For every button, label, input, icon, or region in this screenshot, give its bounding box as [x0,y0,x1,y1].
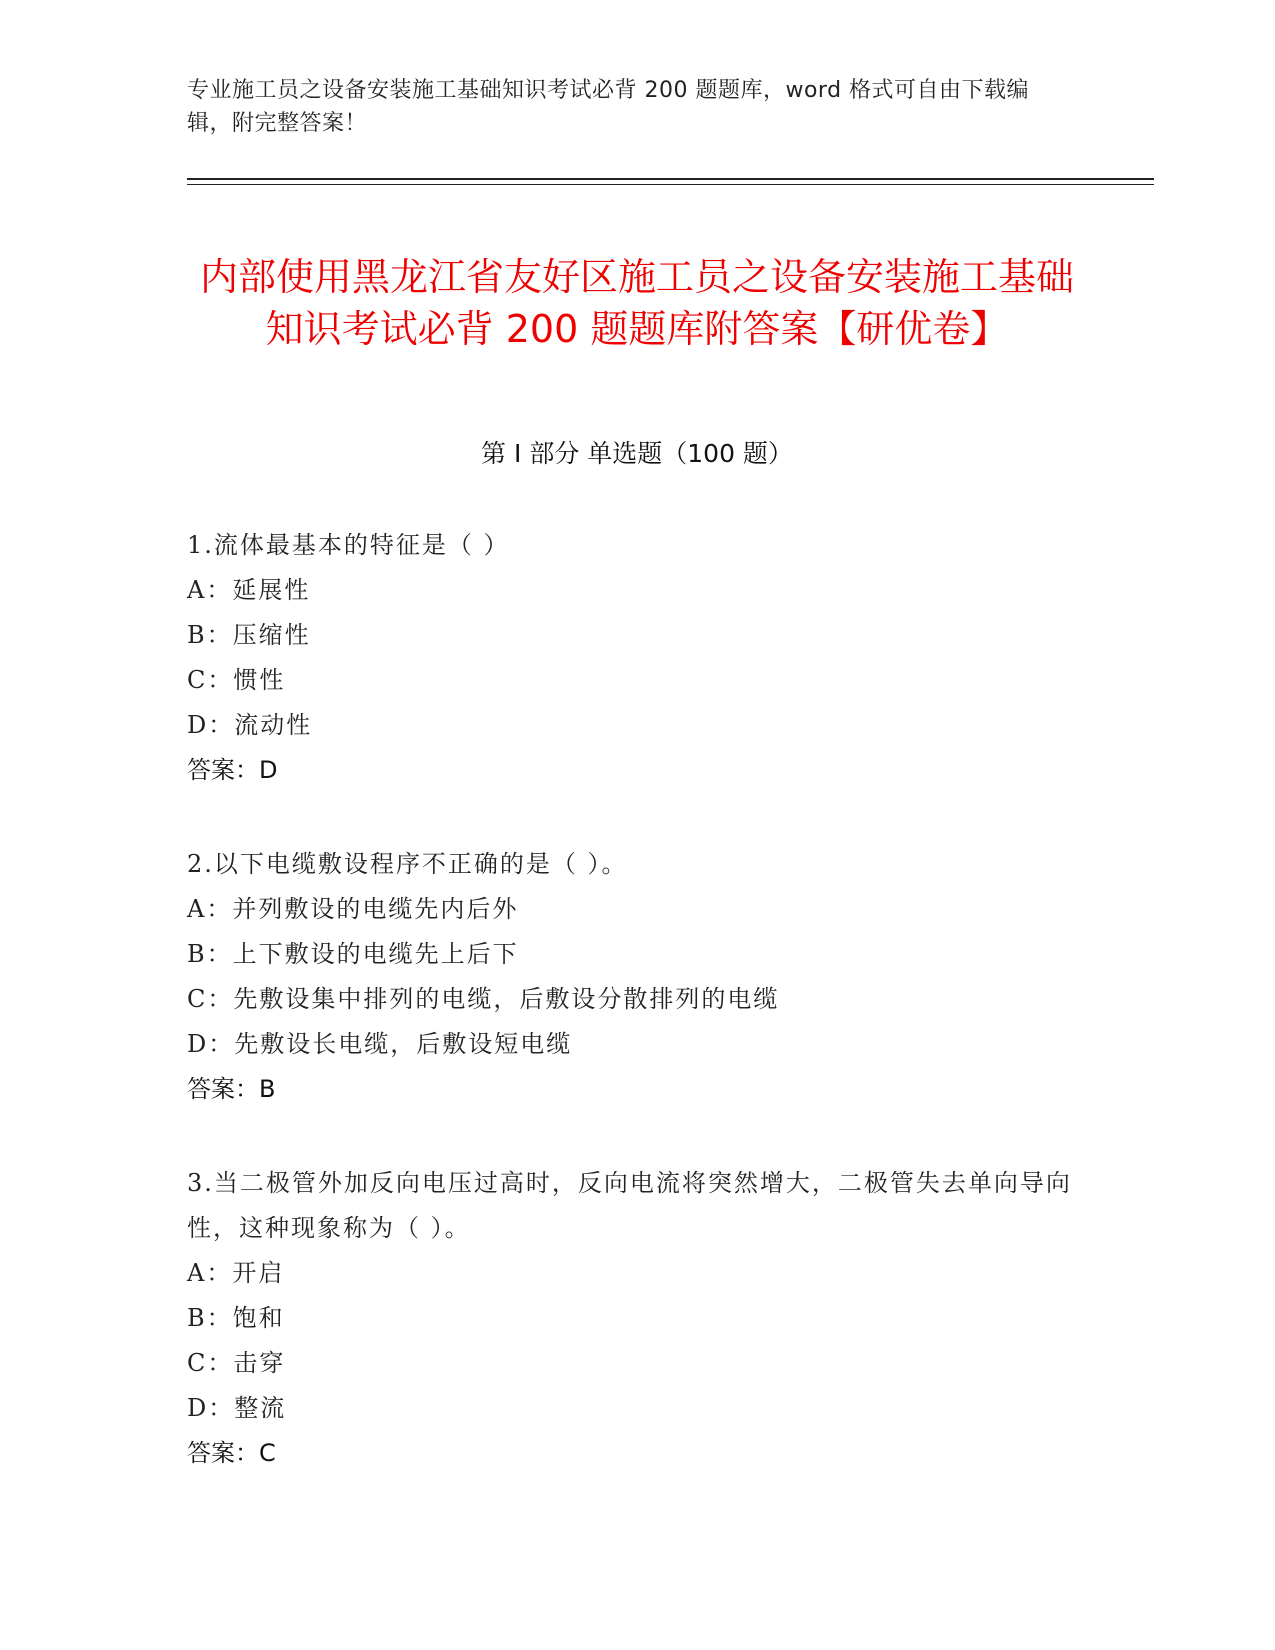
option-b: B：上下敷设的电缆先上后下 [187,940,519,968]
option-d: D：先敷设长电缆，后敷设短电缆 [187,1030,573,1058]
option-b: B：压缩性 [187,621,311,649]
option-d: D：流动性 [187,711,313,739]
question-stem: 3.当二极管外加反向电压过高时，反向电流将突然增大，二极管失去单向导向性，这种现象称为（ ）。 [187,1169,1072,1242]
option-c: C：惯性 [187,666,286,694]
option-c: C：先敷设集中排列的电缆，后敷设分散排列的电缆 [187,985,780,1013]
option-a: A：开启 [187,1259,285,1287]
option-b: B：饱和 [187,1304,285,1332]
option-a: A：并列敷设的电缆先内后外 [187,895,519,923]
section-heading: 第 I 部分 单选题（100 题） [481,439,793,468]
header-divider-thick [187,178,1154,180]
question-stem: 1.流体最基本的特征是（ ） [187,531,510,559]
header-divider-thin [187,184,1154,185]
answer-line: 答案：C [187,1439,276,1467]
question-item [187,1161,1087,1476]
question-item [187,842,1087,1112]
answer-line: 答案：D [187,756,278,784]
answer-line: 答案：B [187,1075,276,1103]
question-item [187,523,1087,793]
document-title: 内部使用黑龙江省友好区施工员之设备安装施工基础知识考试必背 200 题题库附答案【研优卷】 [199,255,1074,352]
option-d: D：整流 [187,1394,287,1422]
header-note: 专业施工员之设备安装施工基础知识考试必背 200 题题库，word 格式可自由下载编辑，附完整答案！ [187,78,1030,136]
question-stem: 2.以下电缆敷设程序不正确的是（ ）。 [187,850,628,878]
option-a: A：延展性 [187,576,311,604]
option-c: C：击穿 [187,1349,286,1377]
